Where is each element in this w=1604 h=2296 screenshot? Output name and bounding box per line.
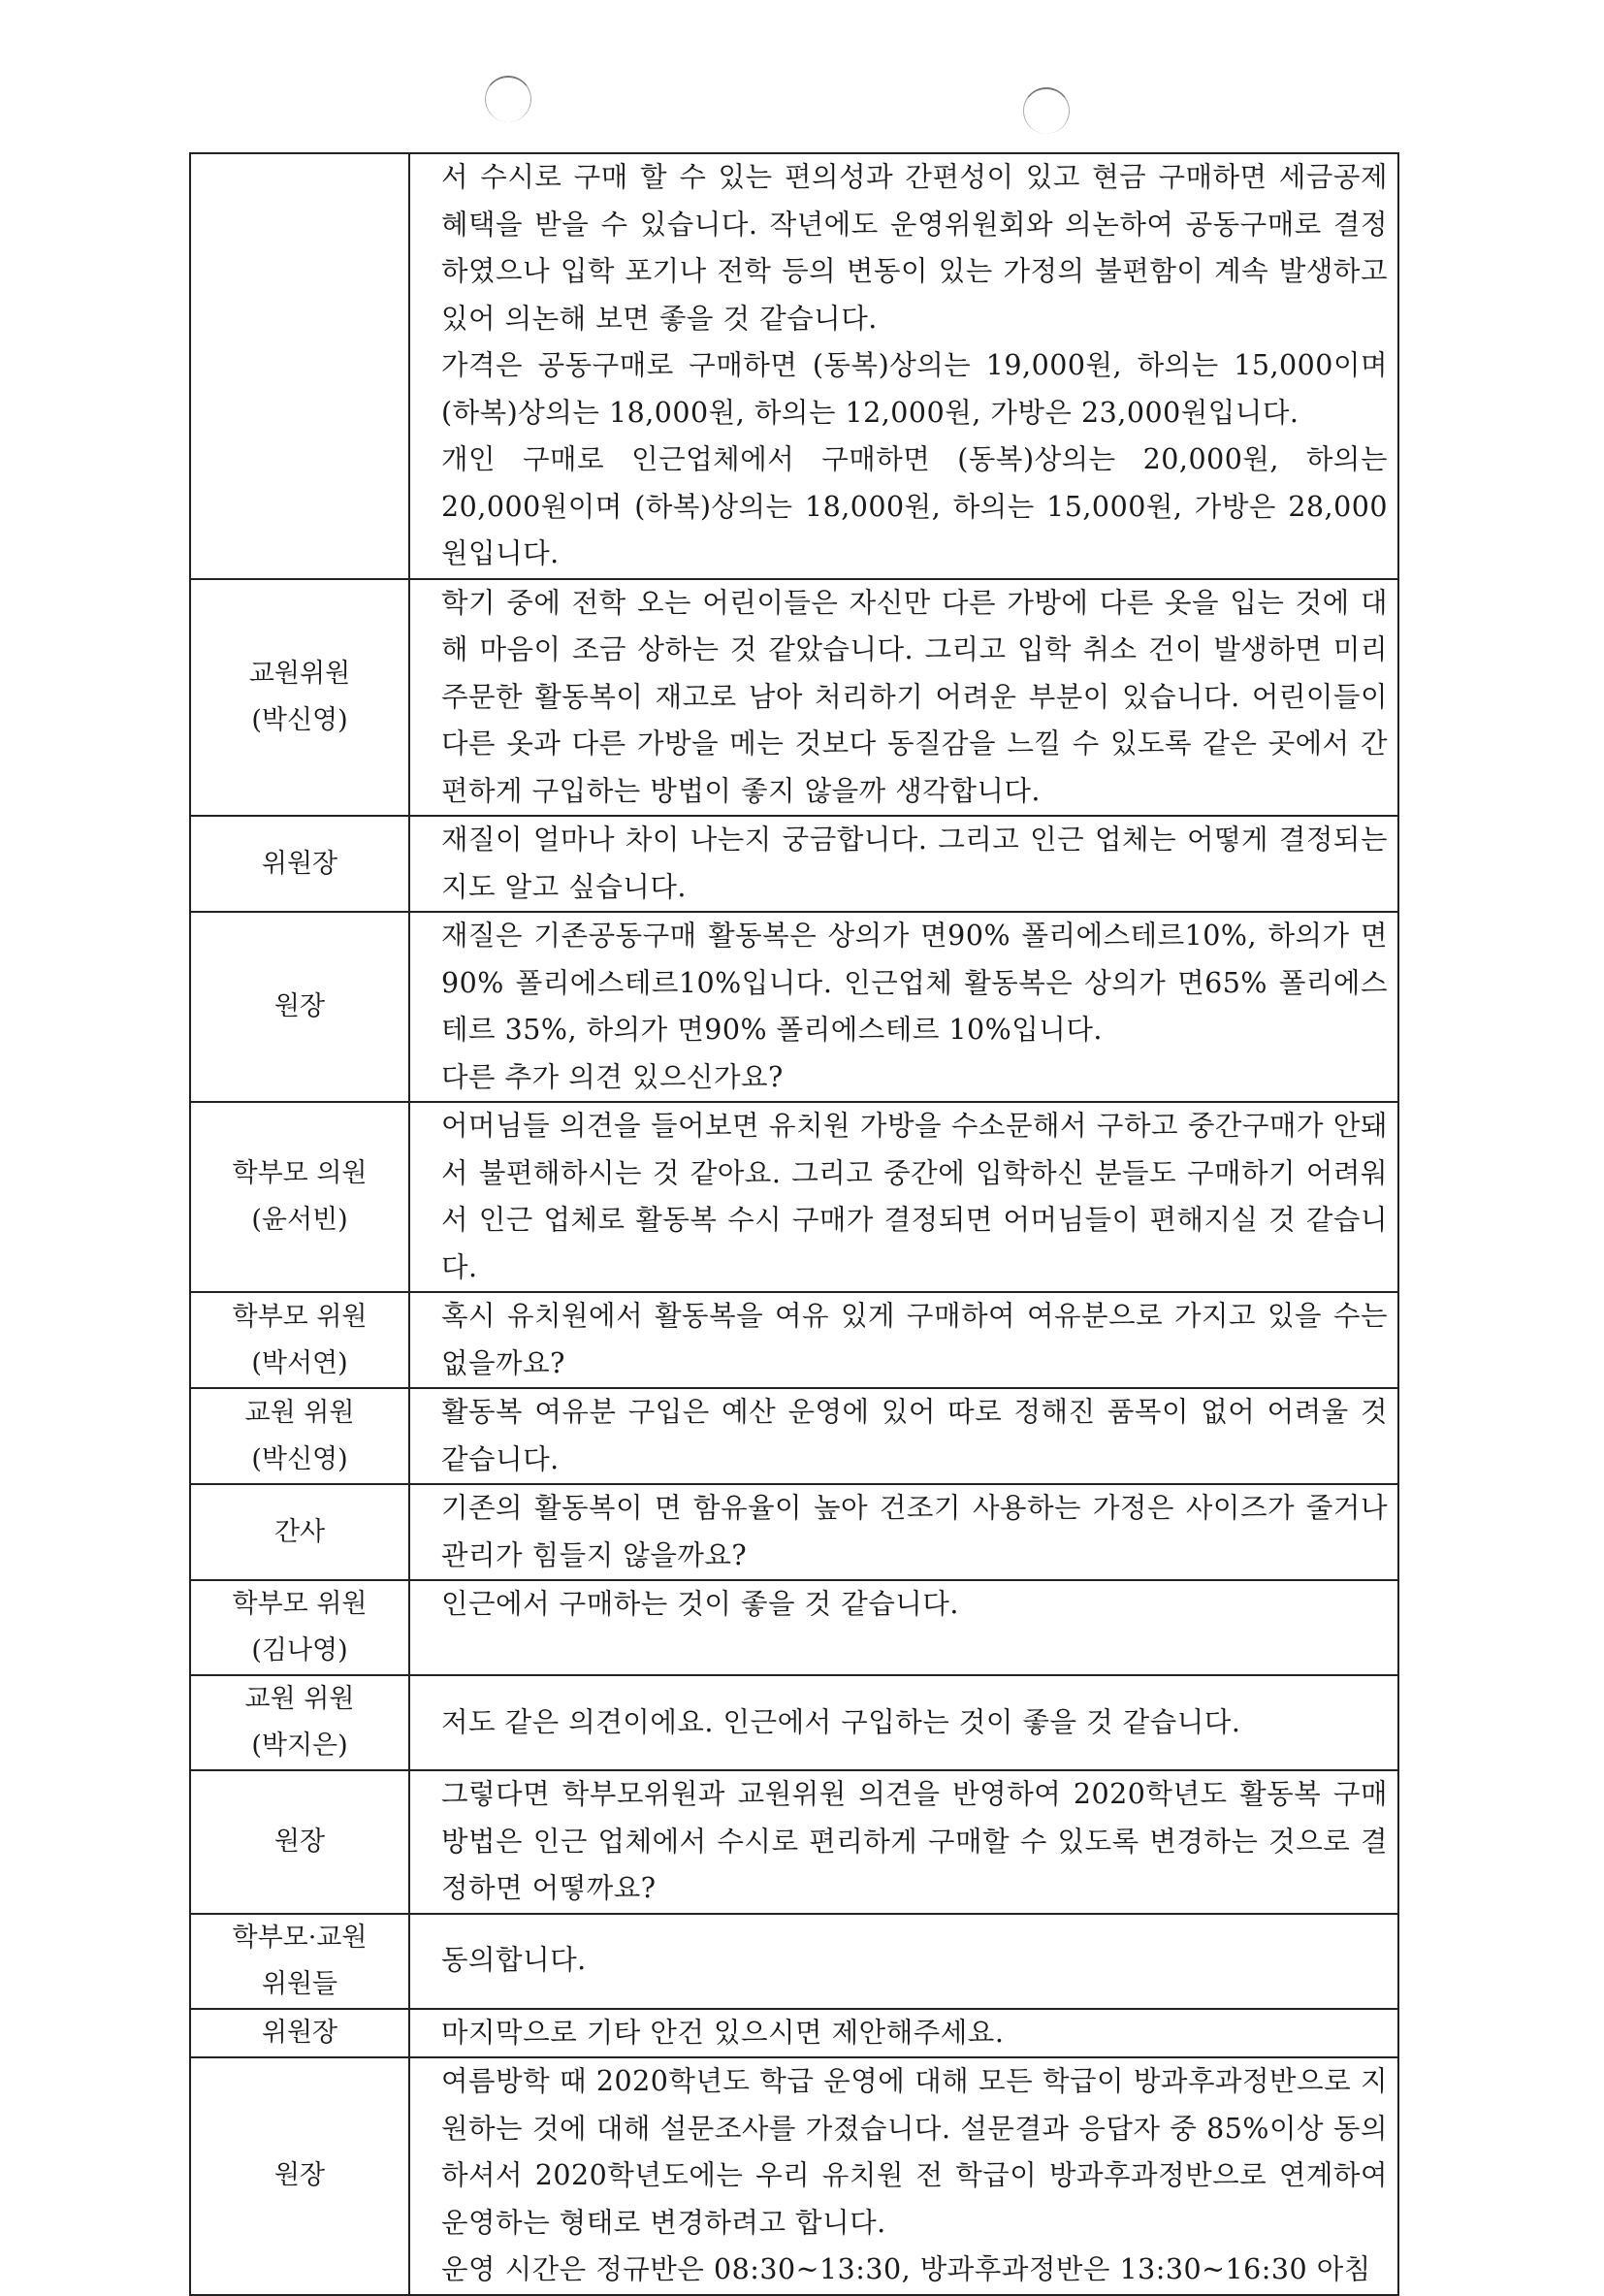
speech-paragraph: 학기 중에 전학 오는 어린이들은 자신만 다른 가방에 다른 옷을 입는 것에 대해 마음이 조금 상하는 것 같았습니다. 그리고 입학 취소 건이 발생하면 미리 주문한 활동복이 재고로 남아 처리하기 어려운 부분이 있습니다. 어린이들이 다른 옷과 다른 가방을 메는 것보다 동질감을 느낄 수 있도록 같은 곳에서 간편하게 구입하는 방법이 좋지 않을까 생각합니다. bbox=[441, 586, 1388, 807]
speaker-name: (박서연) bbox=[251, 1347, 348, 1378]
minutes-table-body bbox=[190, 153, 1398, 2295]
speech-cell bbox=[409, 1770, 1398, 1914]
minutes-row bbox=[190, 1388, 1398, 1484]
speaker-cell bbox=[190, 579, 409, 817]
minutes-row bbox=[190, 1484, 1398, 1580]
speaker-name: 위원장 bbox=[261, 848, 338, 879]
speech-paragraph: 운영 시간은 정규반은 08:30~13:30, 방과후과정반은 13:30~16:30 아침 bbox=[441, 2253, 1371, 2285]
minutes-row bbox=[190, 1914, 1398, 2009]
speaker-name: 원장 bbox=[273, 2160, 326, 2191]
speaker-cell bbox=[190, 1580, 409, 1675]
speech-paragraph: 마지막으로 기타 안건 있으시면 제안해주세요. bbox=[441, 2016, 1005, 2049]
minutes-table bbox=[189, 152, 1399, 2296]
speaker-cell bbox=[190, 1675, 409, 1770]
minutes-row bbox=[190, 1292, 1398, 1388]
speaker-name: (박신영) bbox=[251, 704, 348, 735]
speaker-name: 교원위원 bbox=[248, 658, 351, 689]
speaker-cell bbox=[190, 153, 409, 579]
speech-paragraph: 기존의 활동복이 면 함유율이 높아 건조기 사용하는 가정은 사이즈가 줄거나 관리가 힘들지 않을까요? bbox=[441, 1492, 1388, 1571]
speech-paragraph: 가격은 공동구매로 구매하면 (동복)상의는 19,000원, 하의는 15,000이며 (하복)상의는 18,000원, 하의는 12,000원, 가방은 23,000원입니다. bbox=[441, 349, 1388, 429]
speech-paragraph: 여름방학 때 2020학년도 학급 운영에 대해 모든 학급이 방과후과정반으로 지원하는 것에 대해 설문조사를 가졌습니다. 설문결과 응답자 중 85%이상 동의하셔서 2020학년도에는 우리 유치원 전 학급이 방과후과정반으로 연계하여 운영하는 형태로 변경하려고 합니다. bbox=[441, 2065, 1388, 2239]
speech-cell bbox=[409, 1580, 1398, 1675]
speech-cell bbox=[409, 1102, 1398, 1292]
speaker-cell bbox=[190, 1914, 409, 2009]
speech-cell bbox=[409, 2009, 1398, 2058]
speech-paragraph: 서 수시로 구매 할 수 있는 편의성과 간편성이 있고 현금 구매하면 세금공제 혜택을 받을 수 있습니다. 작년에도 운영위원회와 의논하여 공동구매로 결정하였으나 입학 포기나 전학 등의 변동이 있는 가정의 불편함이 계속 발생하고 있어 의논해 보면 좋을 것 같습니다. bbox=[441, 161, 1388, 335]
speech-cell bbox=[409, 2057, 1398, 2295]
speaker-cell bbox=[190, 2057, 409, 2295]
speaker-name: 학부모 위원 bbox=[232, 1301, 368, 1332]
speech-paragraph: 어머님들 의견을 들어보면 유치원 가방을 수소문해서 구하고 중간구매가 안돼서 불편해하시는 것 같아요. 그리고 중간에 입학하신 분들도 구매하기 어려워서 인근 업체로 활동복 수시 구매가 결정되면 어머님들이 편해지실 것 같습니다. bbox=[441, 1110, 1388, 1283]
minutes-row bbox=[190, 2057, 1398, 2295]
speaker-name: 간사 bbox=[273, 1516, 326, 1547]
speech-cell bbox=[409, 816, 1398, 912]
speaker-cell bbox=[190, 1292, 409, 1388]
minutes-row bbox=[190, 153, 1398, 579]
minutes-row bbox=[190, 579, 1398, 817]
speech-paragraph: 동의합니다. bbox=[441, 1944, 587, 1977]
speech-paragraph: 재질이 얼마나 차이 나는지 궁금합니다. 그리고 인근 업체는 어떻게 결정되는지도 알고 싶습니다. bbox=[441, 824, 1388, 903]
speaker-name: 교원 위원 bbox=[244, 1684, 355, 1714]
minutes-row bbox=[190, 2009, 1398, 2058]
speech-cell bbox=[409, 579, 1398, 817]
speaker-name: (윤서빈) bbox=[251, 1205, 348, 1235]
speaker-cell bbox=[190, 1388, 409, 1484]
speaker-name: 학부모·교원 bbox=[232, 1922, 368, 1953]
speech-cell bbox=[409, 1484, 1398, 1580]
speaker-cell bbox=[190, 1102, 409, 1292]
minutes-row bbox=[190, 1675, 1398, 1770]
speech-cell bbox=[409, 1388, 1398, 1484]
speaker-cell bbox=[190, 1770, 409, 1914]
speech-cell bbox=[409, 1675, 1398, 1770]
speaker-name: 학부모 위원 bbox=[232, 1589, 368, 1619]
speaker-name: 원장 bbox=[273, 1826, 326, 1857]
speech-cell bbox=[409, 1292, 1398, 1388]
speech-paragraph: 다른 추가 의견 있으신가요? bbox=[441, 1060, 784, 1093]
speech-paragraph: 혹시 유치원에서 활동복을 여유 있게 구매하여 여유분으로 가지고 있을 수는 없을까요? bbox=[441, 1300, 1388, 1379]
speaker-name: 원장 bbox=[273, 991, 326, 1021]
speaker-name: (김나영) bbox=[251, 1635, 348, 1665]
speaker-name: 학부모 의원 bbox=[232, 1158, 368, 1188]
minutes-row bbox=[190, 1770, 1398, 1914]
speaker-cell bbox=[190, 816, 409, 912]
speaker-name: 교원 위원 bbox=[244, 1397, 355, 1428]
punch-hole-right bbox=[1023, 87, 1070, 134]
speech-paragraph: 활동복 여유분 구입은 예산 운영에 있어 따로 정해진 품목이 없어 어려울 것 같습니다. bbox=[441, 1396, 1388, 1475]
speaker-name: (박신영) bbox=[251, 1443, 348, 1474]
speaker-cell bbox=[190, 2009, 409, 2058]
speech-cell bbox=[409, 912, 1398, 1102]
speaker-name: 위원장 bbox=[261, 2017, 338, 2048]
speaker-name: (박지은) bbox=[251, 1730, 348, 1761]
minutes-row bbox=[190, 1102, 1398, 1292]
speaker-cell bbox=[190, 912, 409, 1102]
speech-paragraph: 재질은 기존공동구매 활동복은 상의가 면90% 폴리에스테르10%, 하의가 면90% 폴리에스테르10%입니다. 인근업체 활동복은 상의가 면65% 폴리에스테르 35%, 하의가 면90% 폴리에스테르 10%입니다. bbox=[441, 920, 1388, 1046]
speech-paragraph: 개인 구매로 인근업체에서 구매하면 (동복)상의는 20,000원, 하의는 20,000원이며 (하복)상의는 18,000원, 하의는 15,000원, 가방은 28,000원입니다. bbox=[441, 443, 1388, 569]
speech-paragraph: 인근에서 구매하는 것이 좋을 것 같습니다. bbox=[441, 1588, 959, 1620]
speech-paragraph: 그렇다면 학부모위원과 교원위원 의견을 반영하여 2020학년도 활동복 구매 방법은 인근 업체에서 수시로 편리하게 구매할 수 있도록 변경하는 것으로 결정하면 어떻까요? bbox=[441, 1778, 1388, 1904]
speaker-name: 위원들 bbox=[261, 1968, 338, 1999]
speech-cell bbox=[409, 1914, 1398, 2009]
speech-paragraph: 저도 같은 의견이에요. 인근에서 구입하는 것이 좋을 것 같습니다. bbox=[441, 1705, 1241, 1738]
speaker-cell bbox=[190, 1484, 409, 1580]
minutes-row bbox=[190, 816, 1398, 912]
speech-cell bbox=[409, 153, 1398, 579]
punch-hole-left bbox=[485, 76, 531, 122]
minutes-row bbox=[190, 1580, 1398, 1675]
minutes-row bbox=[190, 912, 1398, 1102]
